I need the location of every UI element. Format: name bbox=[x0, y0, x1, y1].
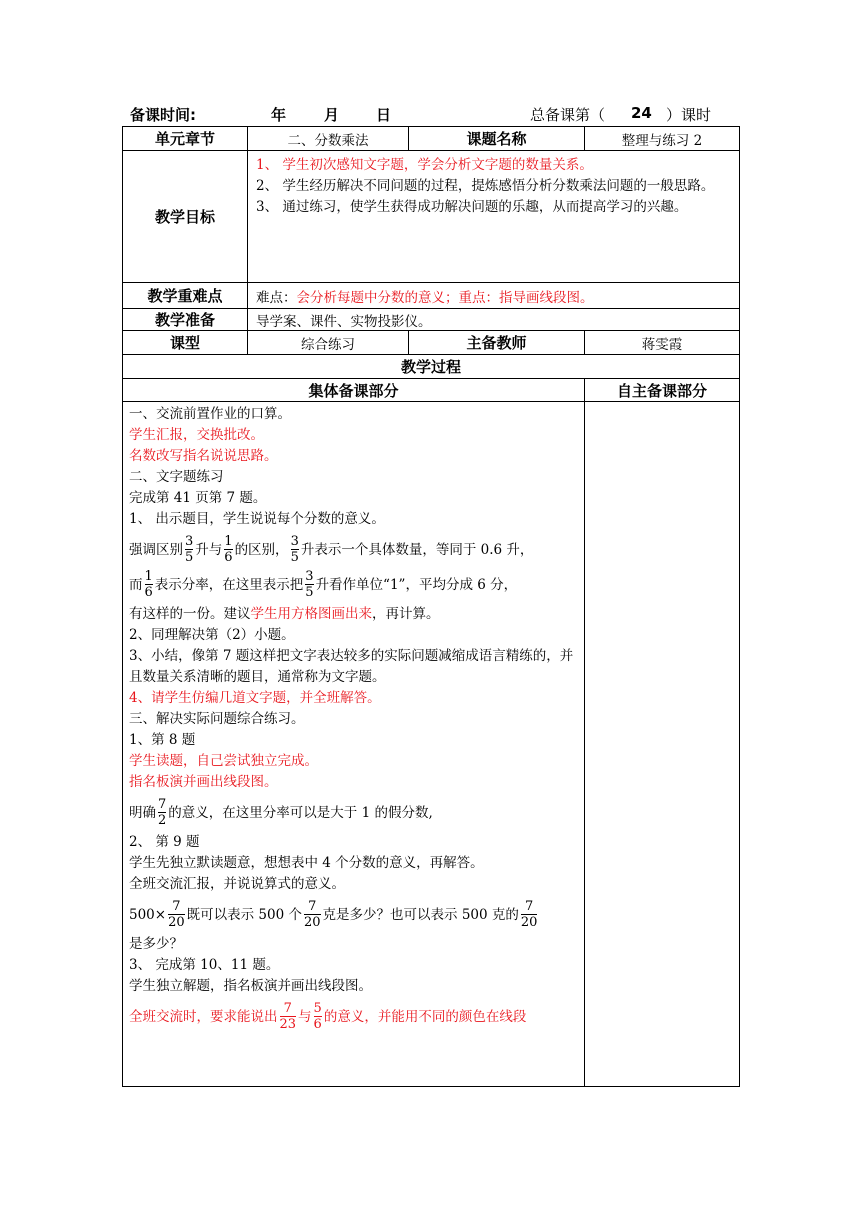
fraction-7-20 bbox=[168, 899, 185, 930]
numerator: 5 bbox=[313, 1001, 322, 1016]
denominator: 2 bbox=[158, 813, 167, 828]
fraction-5-6 bbox=[314, 1001, 322, 1032]
text-run: 强调区别 bbox=[129, 541, 183, 558]
numerator: 3 bbox=[185, 534, 194, 549]
self-heading: 自主备课部分 bbox=[585, 379, 740, 402]
fraction-3-5 bbox=[305, 569, 313, 600]
process-line bbox=[129, 569, 578, 600]
numerator: 7 bbox=[158, 797, 167, 812]
type-label: 课型 bbox=[123, 331, 248, 355]
text-run: 有这样的一份。建议 bbox=[129, 606, 251, 622]
denominator: 6 bbox=[313, 1017, 322, 1032]
numerator: 7 bbox=[525, 899, 534, 914]
denominator: 5 bbox=[185, 550, 194, 565]
numerator: 7 bbox=[172, 899, 181, 914]
key-points-text: 会分析每题中分数的意义；重点：指导画线段图。 bbox=[296, 289, 594, 306]
process-line: 指名板演并画出线段图。 bbox=[129, 774, 278, 790]
process-line: 学生读题，自己尝试独立完成。 bbox=[129, 753, 318, 769]
text-run: 升与 bbox=[195, 541, 223, 558]
type-value: 综合练习 bbox=[248, 331, 409, 355]
text-run: 升看作单位“1”，平均分成 6 分， bbox=[315, 576, 518, 593]
text-run: 明确 bbox=[129, 804, 156, 821]
key-points-cell bbox=[248, 283, 740, 309]
goals-label: 教学目标 bbox=[123, 151, 248, 283]
key-prefix: 难点： bbox=[256, 289, 297, 306]
process-line: 二、文字题练习 bbox=[129, 469, 224, 485]
process-line: 2、 第 9 题 bbox=[129, 834, 200, 850]
fraction-7-20 bbox=[304, 899, 321, 930]
prep-label: 教学准备 bbox=[123, 309, 248, 331]
denominator: 23 bbox=[279, 1017, 297, 1032]
year-label: 年 bbox=[271, 106, 287, 124]
numerator: 3 bbox=[305, 569, 314, 584]
day-label: 日 bbox=[376, 106, 392, 124]
denominator: 5 bbox=[305, 585, 314, 600]
goal-item: 2、 学生经历解决不同问题的过程，提炼感悟分析分数乘法问题的一般思路。 bbox=[256, 178, 715, 194]
process-line: 2、同理解决第（2）小题。 bbox=[129, 627, 295, 643]
fraction-1-6 bbox=[224, 534, 232, 565]
goals-cell bbox=[248, 151, 740, 283]
topic-value: 整理与练习 2 bbox=[585, 127, 740, 151]
month-label: 月 bbox=[324, 106, 340, 124]
fraction-7-23 bbox=[280, 1001, 297, 1032]
teacher-value: 蒋雯霞 bbox=[585, 331, 740, 355]
prep-value: 导学案、课件、实物投影仪。 bbox=[248, 309, 740, 331]
process-line: 学生汇报，交换批改。 bbox=[129, 427, 264, 443]
process-line: 学生独立解题，指名板演并画出线段图。 bbox=[129, 978, 372, 994]
text-run: 的区别， bbox=[234, 541, 289, 558]
denominator: 20 bbox=[520, 915, 538, 930]
fraction-7-20 bbox=[521, 899, 538, 930]
fraction-3-5 bbox=[291, 534, 299, 565]
text-run: ，再计算。 bbox=[372, 606, 440, 622]
denominator: 20 bbox=[168, 915, 185, 930]
text-run: 的意义，并能用不同的颜色在线段 bbox=[323, 1008, 527, 1025]
prep-time-label: 备课时间: bbox=[130, 106, 196, 124]
numerator: 1 bbox=[224, 534, 233, 549]
process-line bbox=[129, 604, 578, 625]
process-line: 是多少？ bbox=[129, 936, 183, 952]
text-run: 与 bbox=[298, 1008, 312, 1025]
collective-heading: 集体备课部分 bbox=[123, 379, 585, 402]
total-lessons-suffix: ）课时 bbox=[666, 106, 712, 124]
text-run: 升表示一个具体数量，等同于 0.6 升， bbox=[300, 541, 534, 558]
fraction-7-2 bbox=[158, 797, 166, 828]
numerator: 7 bbox=[308, 899, 317, 914]
text-run: 的意义，在这里分率可以是大于 1 的假分数, bbox=[168, 804, 433, 821]
unit-label: 单元章节 bbox=[123, 127, 248, 151]
unit-value: 二、分数乘法 bbox=[248, 127, 409, 151]
process-line: 1、第 8 题 bbox=[129, 732, 196, 748]
denominator: 20 bbox=[304, 915, 321, 930]
process-line: 1、 出示题目，学生说说每个分数的意义。 bbox=[129, 511, 385, 527]
text-run: 500× bbox=[129, 906, 167, 923]
process-line: 完成第 41 页第 7 题。 bbox=[129, 490, 267, 506]
fraction-1-6 bbox=[145, 569, 153, 600]
self-prep-content bbox=[585, 402, 740, 1087]
text-run: 学生用方格图画出来 bbox=[250, 606, 372, 622]
denominator: 6 bbox=[224, 550, 233, 565]
lesson-plan-table bbox=[122, 126, 740, 1087]
process-line: 一、交流前置作业的口算。 bbox=[129, 406, 291, 422]
process-line bbox=[129, 534, 578, 565]
page-header bbox=[126, 104, 738, 126]
numerator: 3 bbox=[290, 534, 299, 549]
process-heading: 教学过程 bbox=[123, 355, 740, 379]
lesson-number: 24 bbox=[631, 104, 652, 122]
topic-label: 课题名称 bbox=[409, 127, 585, 151]
process-line: 名数改写指名说说思路。 bbox=[129, 448, 278, 464]
teacher-label: 主备教师 bbox=[409, 331, 585, 355]
process-line bbox=[129, 1001, 578, 1032]
numerator: 1 bbox=[144, 569, 153, 584]
denominator: 6 bbox=[144, 585, 153, 600]
text-run: 既可以表示 500 个 bbox=[186, 906, 302, 923]
process-line: 4、请学生仿编几道文字题，并全班解答。 bbox=[129, 690, 381, 706]
process-line: 3、小结，像第 7 题这样把文字表达较多的实际问题减缩成语言精练的，并且数量关系清晰的题目，通常称为文字题。 bbox=[129, 648, 574, 685]
text-run: 克是多少？也可以表示 500 克的 bbox=[322, 906, 519, 923]
text-run: 表示分率，在这里表示把 bbox=[154, 576, 304, 593]
denominator: 5 bbox=[290, 550, 299, 565]
numerator: 7 bbox=[283, 1001, 292, 1016]
collective-content bbox=[123, 402, 585, 1087]
key-points-label: 教学重难点 bbox=[123, 283, 248, 309]
process-line bbox=[129, 899, 578, 930]
text-run: 而 bbox=[129, 576, 143, 593]
process-line: 三、解决实际问题综合练习。 bbox=[129, 711, 305, 727]
process-line bbox=[129, 797, 578, 828]
total-lessons-prefix: 总备课第（ bbox=[530, 106, 606, 124]
goal-item: 1、 学生初次感知文字题，学会分析文字题的数量关系。 bbox=[256, 157, 593, 173]
text-run: 全班交流时，要求能说出 bbox=[129, 1008, 278, 1025]
process-line: 学生先独立默读题意，想想表中 4 个分数的意义，再解答。 bbox=[129, 855, 484, 871]
process-line: 全班交流汇报，并说说算式的意义。 bbox=[129, 876, 345, 892]
process-line: 3、 完成第 10、11 题。 bbox=[129, 957, 280, 973]
goal-item: 3、 通过练习，使学生获得成功解决问题的乐趣，从而提高学习的兴趣。 bbox=[256, 199, 688, 215]
fraction-3-5 bbox=[185, 534, 193, 565]
